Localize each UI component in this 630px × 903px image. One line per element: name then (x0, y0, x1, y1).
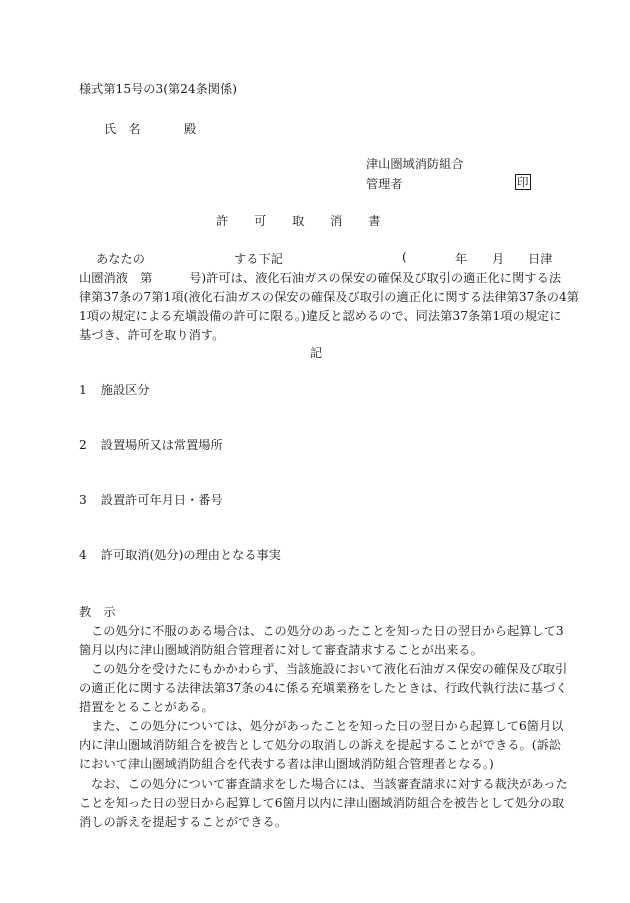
body-part-year: 年 (455, 252, 468, 266)
instruction-p2-l1: この処分を受けたにもかかわらず、当該施設において液化石油ガス保安の確保及び取引 (91, 662, 568, 676)
document-title: 許 可 取 消 書 (216, 214, 381, 228)
instruction-heading: 教 示 (79, 605, 116, 619)
item-3 (79, 491, 223, 508)
instruction-p2-l3: 措置をとることがある。 (79, 700, 214, 714)
instruction-p4-l2: ことを知った日の翌日から起算して6箇月以内に津山圏域消防組合を被告として処分の取 (79, 796, 565, 810)
body-part-month: 月 (492, 252, 505, 266)
issuer-organization: 津山圏域消防組合 (366, 157, 464, 171)
body-part-surukaki: する下記 (234, 252, 283, 266)
body-line-4: 1項の規定による充塡設備の許可に限る。)違反と認めるので、同法第37条第1項の規定に (79, 309, 562, 323)
item-4 (79, 546, 281, 563)
addressee-name-label: 氏 名 (104, 122, 141, 136)
item-number: 3 (79, 493, 87, 507)
instruction-p2-l2: の適正化に関する法律法第37条の4に係る充塡業務をしたときは、行政代執行法に基づく (79, 681, 568, 695)
item-1 (79, 381, 150, 398)
body-part-anatano: あなたの (96, 252, 145, 266)
seal-mark (515, 174, 531, 190)
body-part-day: 日津 (528, 252, 553, 266)
item-2 (79, 436, 223, 453)
instruction-p1-l1: この処分に不服のある場合は、この処分のあったことを知った日の翌日から起算して3 (91, 624, 564, 638)
item-label: 設置場所又は常置場所 (100, 438, 223, 452)
item-label: 設置許可年月日・番号 (100, 493, 223, 507)
seal-char: 印 (517, 175, 529, 189)
instruction-p4-l3: 消しの訴えを提起することができる。 (79, 815, 288, 829)
body-line-3: 律第37条の7第1項(液化石油ガスの保安の確保及び取引の適正化に関する法律第37条の4第 (79, 290, 579, 304)
item-number: 1 (79, 383, 87, 397)
body-part-paren: ( (402, 250, 407, 264)
instruction-p3-l2: 内に津山圏域消防組合を被告として処分の取消しの訴えを提起することができる。(訴訟 (79, 738, 562, 752)
ki-label: 記 (310, 346, 323, 360)
item-label: 施設区分 (100, 383, 150, 397)
issuer-title: 管理者 (366, 177, 403, 191)
instruction-p4-l1: なお、この処分について審査請求をした場合には、当該審査請求に対する裁決があった (91, 777, 568, 791)
instruction-p1-l2: 箇月以内に津山圏域消防組合管理者に対して審査請求することが出来る。 (79, 643, 483, 657)
addressee-honorific: 殿 (184, 122, 197, 136)
form-number: 様式第15号の3(第24条関係) (79, 82, 237, 96)
instruction-p3-l3: において津山圏域消防組合を代表する者は津山圏域消防組合管理者となる。) (79, 757, 494, 771)
body-line-5: 基づき、許可を取り消す。 (79, 328, 225, 342)
item-number: 4 (79, 548, 87, 562)
item-label: 許可取消(処分)の理由となる事実 (100, 548, 281, 562)
item-number: 2 (79, 438, 87, 452)
body-line-2: 山圏消液 第 号)許可は、液化石油ガスの保安の確保及び取引の適正化に関する法 (79, 271, 562, 285)
instruction-p3-l1: また、この処分については、処分があったことを知った日の翌日から起算して6箇月以 (91, 719, 564, 733)
